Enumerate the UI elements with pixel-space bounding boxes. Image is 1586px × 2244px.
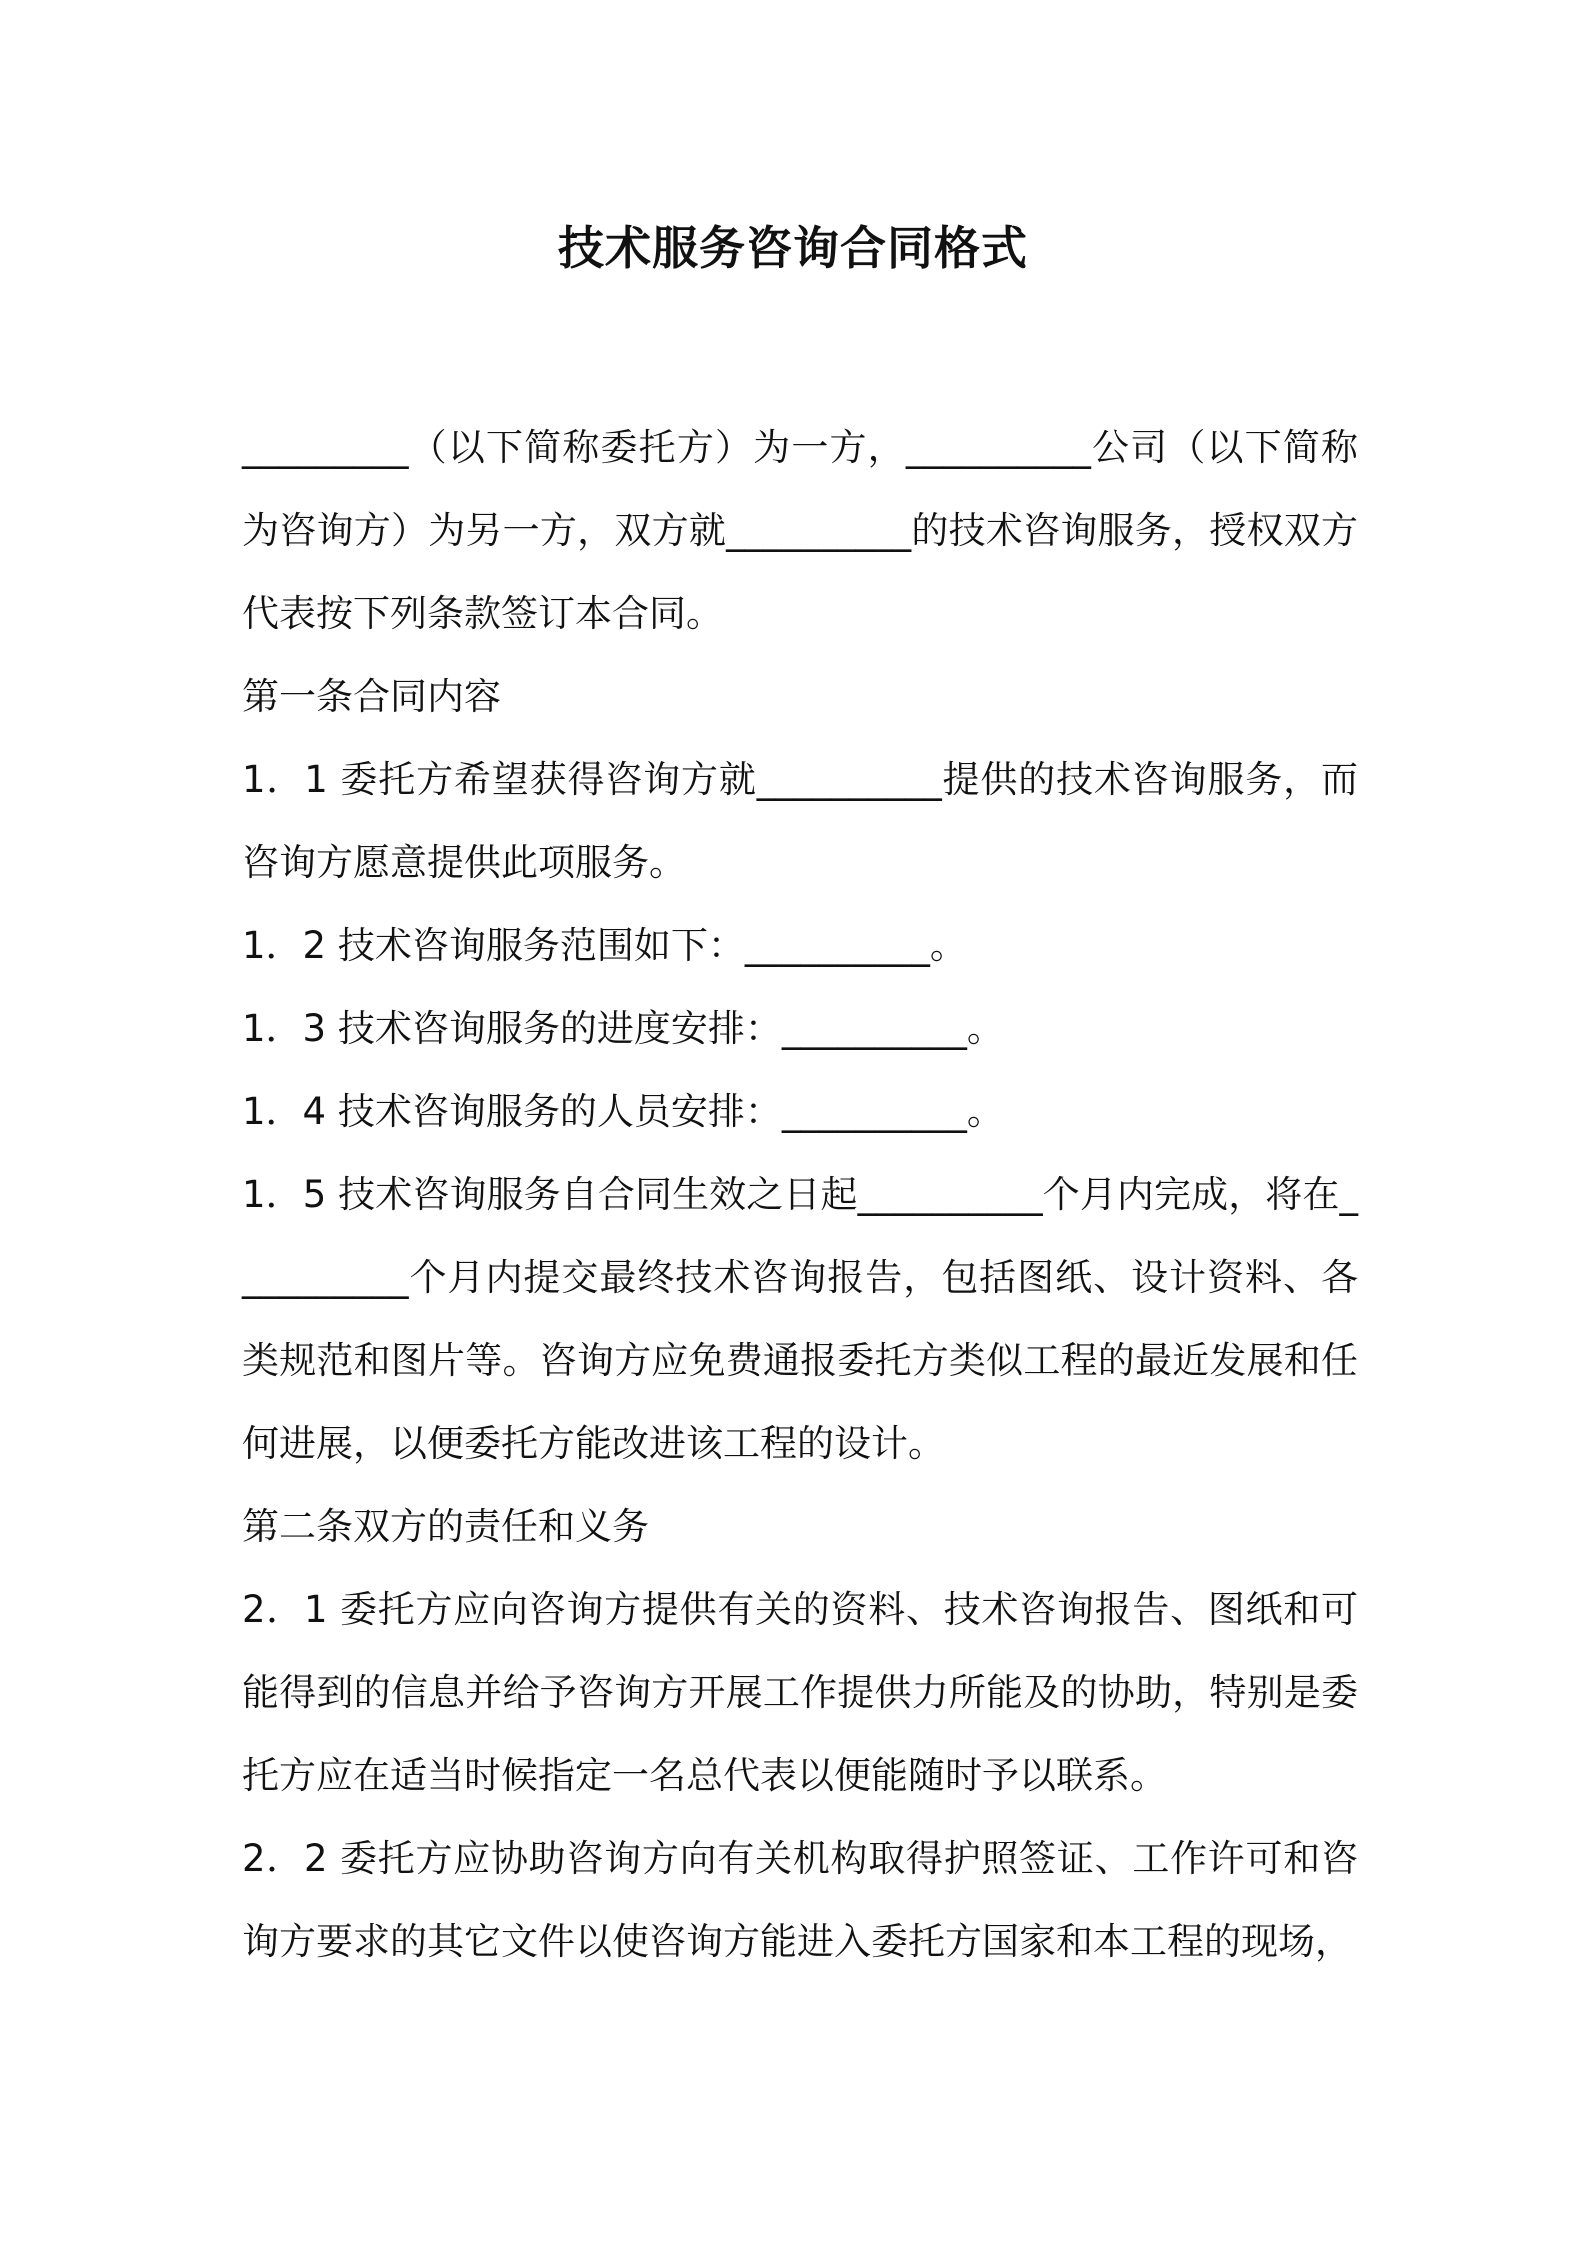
- clause-1-2: 1．2 技术咨询服务范围如下：__________。: [242, 924, 967, 967]
- clause-1-3: 1．3 技术咨询服务的进度安排：__________。: [242, 1007, 1004, 1050]
- clause-1-5: 1．5 技术咨询服务自合同生效之日起__________个月内完成，将在__________个月内提交最终技术咨询报告，包括图纸、设计资料、各类规范和图片等。咨询方应免费通报委托方类似工程的最近发展和任何进展，以便委托方能改进该工程的设计。: [242, 1173, 1358, 1465]
- clause-1-4: 1．4 技术咨询服务的人员安排：__________。: [242, 1090, 1004, 1133]
- clause-1-1: 1．1 委托方希望获得咨询方就__________提供的技术咨询服务，而咨询方愿意提供此项服务。: [242, 758, 1358, 884]
- clause-2-1: 2．1 委托方应向咨询方提供有关的资料、技术咨询报告、图纸和可能得到的信息并给予咨询方开展工作提供力所能及的协助，特别是委托方应在适当时候指定一名总代表以便能随时予以联系。: [242, 1588, 1358, 1797]
- document-body: [242, 406, 1358, 1983]
- article-1-heading: 第一条合同内容: [242, 675, 501, 718]
- clause-2-2: 2．2 委托方应协助咨询方向有关机构取得护照签证、工作许可和咨询方要求的其它文件以使咨询方能进入委托方国家和本工程的现场，: [242, 1837, 1358, 1963]
- article-2-heading: 第二条双方的责任和义务: [242, 1505, 649, 1548]
- document-title: 技术服务咨询合同格式: [558, 221, 1028, 275]
- preamble-paragraph: _________（以下简称委托方）为一方，__________公司（以下简称为咨询方）为另一方，双方就__________的技术咨询服务，授权双方代表按下列条款签订本合同。: [242, 426, 1358, 635]
